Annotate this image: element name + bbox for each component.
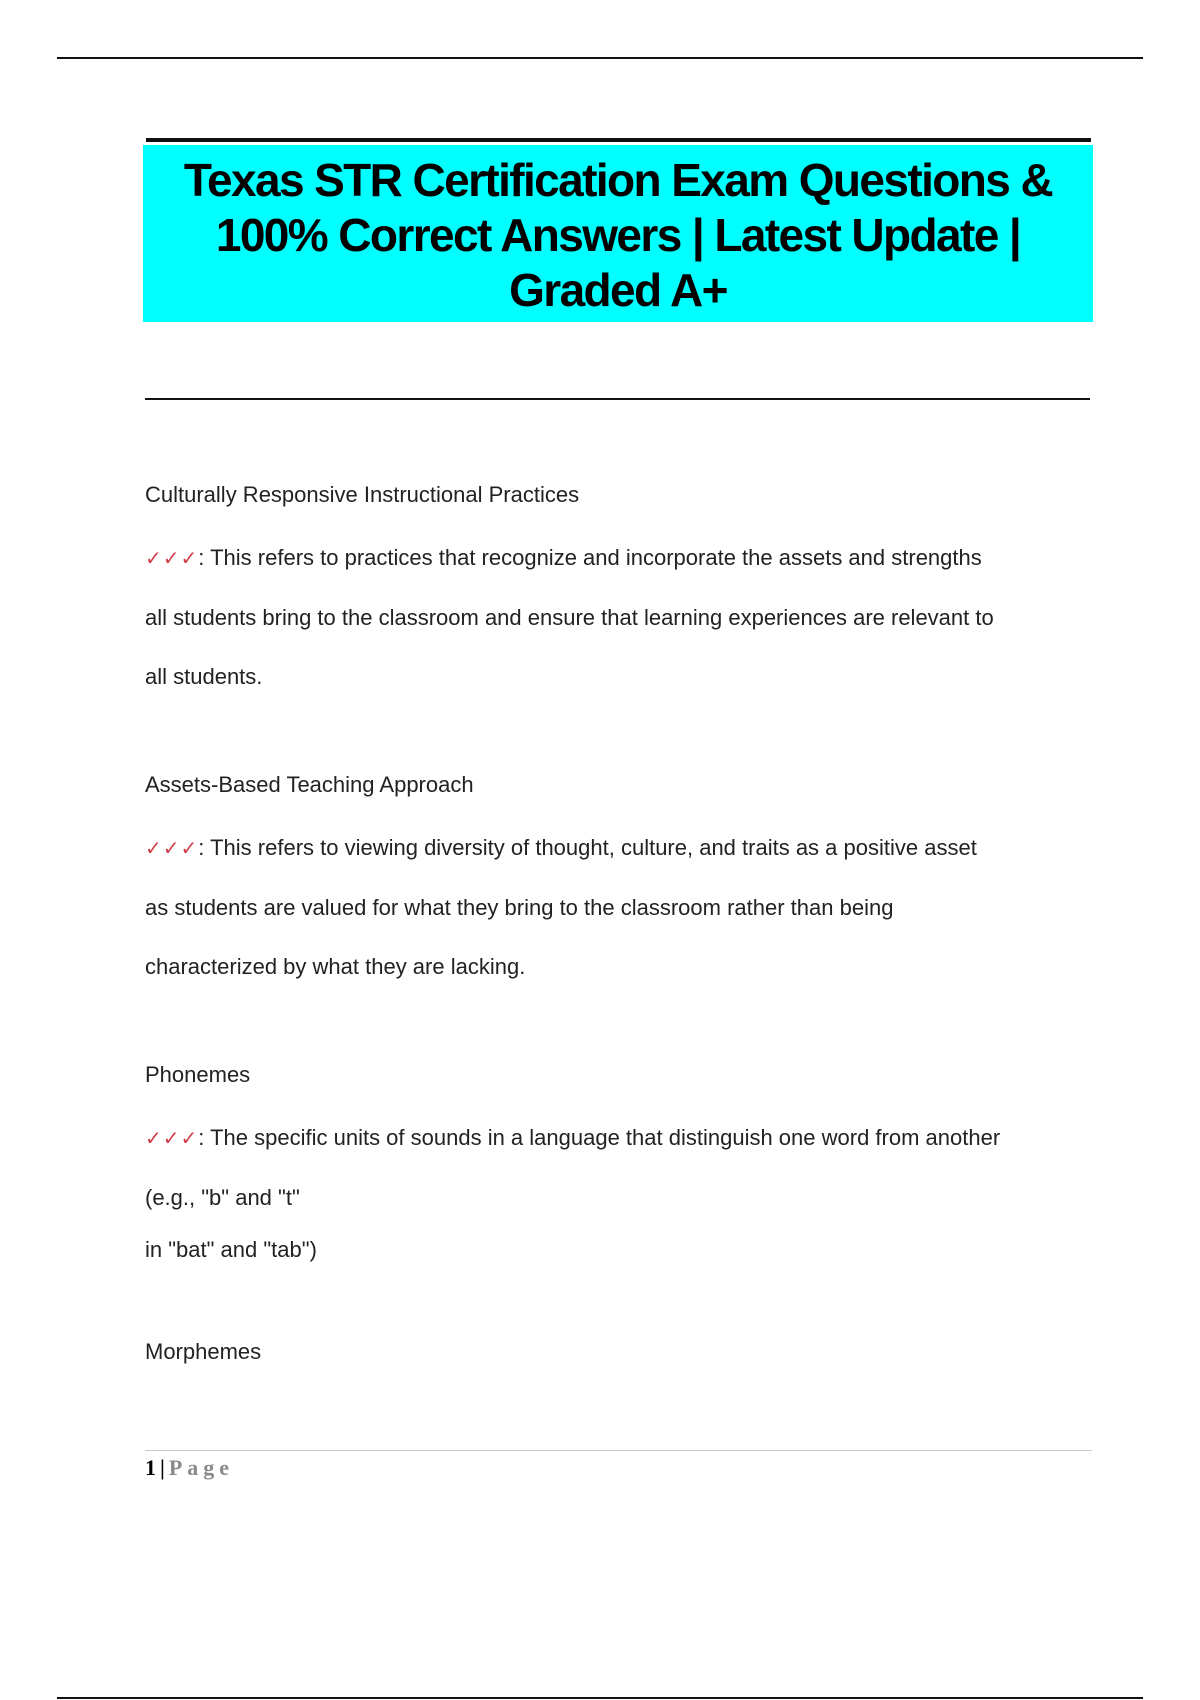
checkmark-icon: ✓✓✓ [145, 1126, 199, 1150]
definition-line: as students are valued for what they bring to the classroom rather than being [145, 895, 894, 920]
definition-line: in "bat" and "tab") [145, 1237, 317, 1262]
footer-rule [145, 1450, 1092, 1451]
title-top-rule [146, 138, 1091, 142]
page-number: 1 [145, 1455, 156, 1480]
definition-line: characterized by what they are lacking. [145, 954, 526, 979]
entry-term: Phonemes [145, 1062, 251, 1087]
title-separator-rule [145, 398, 1090, 400]
checkmark-icon: ✓✓✓ [145, 836, 199, 860]
checkmark-icon: ✓✓✓ [145, 546, 199, 570]
definition-line: (e.g., "b" and "t" [145, 1185, 300, 1210]
page-bottom-rule [57, 1697, 1143, 1699]
document-title: Texas STR Certification Exam Questions & 100% Correct Answers | Latest Update | Graded A+ [143, 145, 1093, 322]
definition-line: : This refers to practices that recognize and incorporate the assets and strengths [198, 545, 982, 570]
footer-separator: | [160, 1455, 165, 1480]
entry-term: Morphemes [145, 1339, 262, 1364]
entry-term: Assets-Based Teaching Approach [145, 772, 474, 797]
entry-definition [145, 1108, 1090, 1273]
entry-morphemes [145, 1327, 1090, 1377]
page-number-label [145, 1455, 1092, 1481]
entry-assets-based-teaching [145, 760, 1090, 996]
page-footer [145, 1450, 1092, 1481]
definition-line: all students bring to the classroom and ensure that learning experiences are relevant to [145, 605, 994, 630]
definition-line: : This refers to viewing diversity of thought, culture, and traits as a positive asset [198, 835, 977, 860]
entry-phonemes [145, 1050, 1090, 1273]
page-top-rule [57, 57, 1143, 59]
definition-line: all students. [145, 664, 263, 689]
title-block [143, 138, 1093, 322]
entry-definition [145, 528, 1090, 706]
entry-culturally-responsive-practices [145, 470, 1090, 706]
entry-term: Culturally Responsive Instructional Practices [145, 482, 580, 507]
entry-definition [145, 818, 1090, 996]
document-body [145, 470, 1090, 1431]
page-word: Page [168, 1455, 235, 1480]
definition-line: : The specific units of sounds in a language that distinguish one word from another [198, 1125, 1001, 1150]
